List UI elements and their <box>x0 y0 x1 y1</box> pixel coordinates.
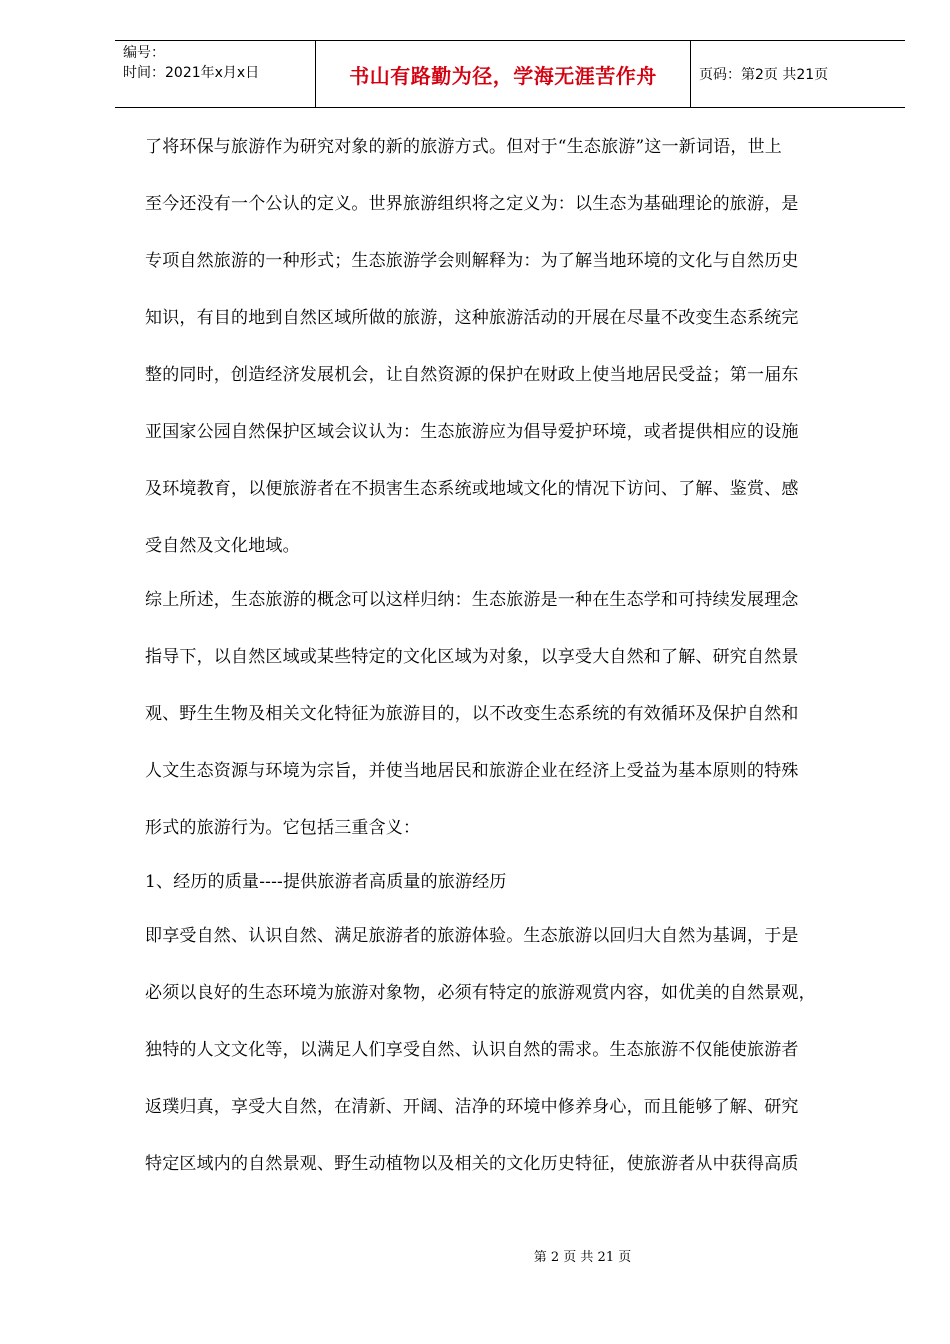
text-line: 观、野生生物及相关文化特征为旅游目的，以不改变生态系统的有效循环及保护自然和 <box>145 704 799 724</box>
text-line: 人文生态资源与环境为宗旨，并使当地居民和旅游企业在经济上受益为基本原则的特殊 <box>145 761 799 781</box>
text-line: 综上所述，生态旅游的概念可以这样归纳：生态旅游是一种在生态学和可持续发展理念 <box>145 590 799 610</box>
text-line: 亚国家公园自然保护区域会议认为：生态旅游应为倡导爱护环境，或者提供相应的设施 <box>145 422 799 442</box>
time-label: 时间：2021年x月x日 <box>123 65 260 81</box>
footer-page-number: 第 2 页 共 21 页 <box>533 1250 632 1265</box>
text-line: 独特的人文文化等，以满足人们享受自然、认识自然的需求。生态旅游不仅能使旅游者 <box>145 1040 799 1060</box>
text-line: 知识，有目的地到自然区域所做的旅游，这种旅游活动的开展在尽量不改变生态系统完 <box>145 308 799 328</box>
header-motto-cell <box>316 41 691 107</box>
motto-text: 书山有路勤为径，学海无涯苦作舟 <box>349 63 657 88</box>
text-line: 即享受自然、认识自然、满足旅游者的旅游体验。生态旅游以回归大自然为基调，于是 <box>145 926 799 946</box>
text-line: 指导下，以自然区域或某些特定的文化区域为对象，以享受大自然和了解、研究自然景 <box>145 647 799 667</box>
text-line: 了将环保与旅游作为研究对象的新的旅游方式。但对于“生态旅游”这一新词语，世上 <box>145 137 782 157</box>
header-meta <box>115 41 316 107</box>
page-header <box>115 40 905 108</box>
text-line: 形式的旅游行为。它包括三重含义： <box>145 818 421 838</box>
text-line: 及环境教育，以便旅游者在不损害生态系统或地域文化的情况下访问、了解、鉴赏、感 <box>145 479 799 499</box>
page-footer <box>0 1246 950 1265</box>
text-line: 必须以良好的生态环境为旅游对象物，必须有特定的旅游观赏内容，如优美的自然景观， <box>145 983 816 1003</box>
text-line: 1、经历的质量----提供旅游者高质量的旅游经历 <box>145 872 507 892</box>
text-line: 至今还没有一个公认的定义。世界旅游组织将之定义为：以生态为基础理论的旅游，是 <box>145 194 799 214</box>
page-code: 页码：第2页 共21页 <box>699 67 829 83</box>
text-line: 特定区域内的自然景观、野生动植物以及相关的文化历史特征，使旅游者从中获得高质 <box>145 1154 799 1174</box>
text-line: 整的同时，创造经济发展机会，让自然资源的保护在财政上使当地居民受益；第一届东 <box>145 365 799 385</box>
text-line: 专项自然旅游的一种形式；生态旅游学会则解释为：为了解当地环境的文化与自然历史 <box>145 251 799 271</box>
text-line: 受自然及文化地域。 <box>145 536 300 556</box>
number-label: 编号： <box>123 45 165 61</box>
text-line: 返璞归真，享受大自然，在清新、开阔、洁净的环境中修养身心，而且能够了解、研究 <box>145 1097 799 1117</box>
